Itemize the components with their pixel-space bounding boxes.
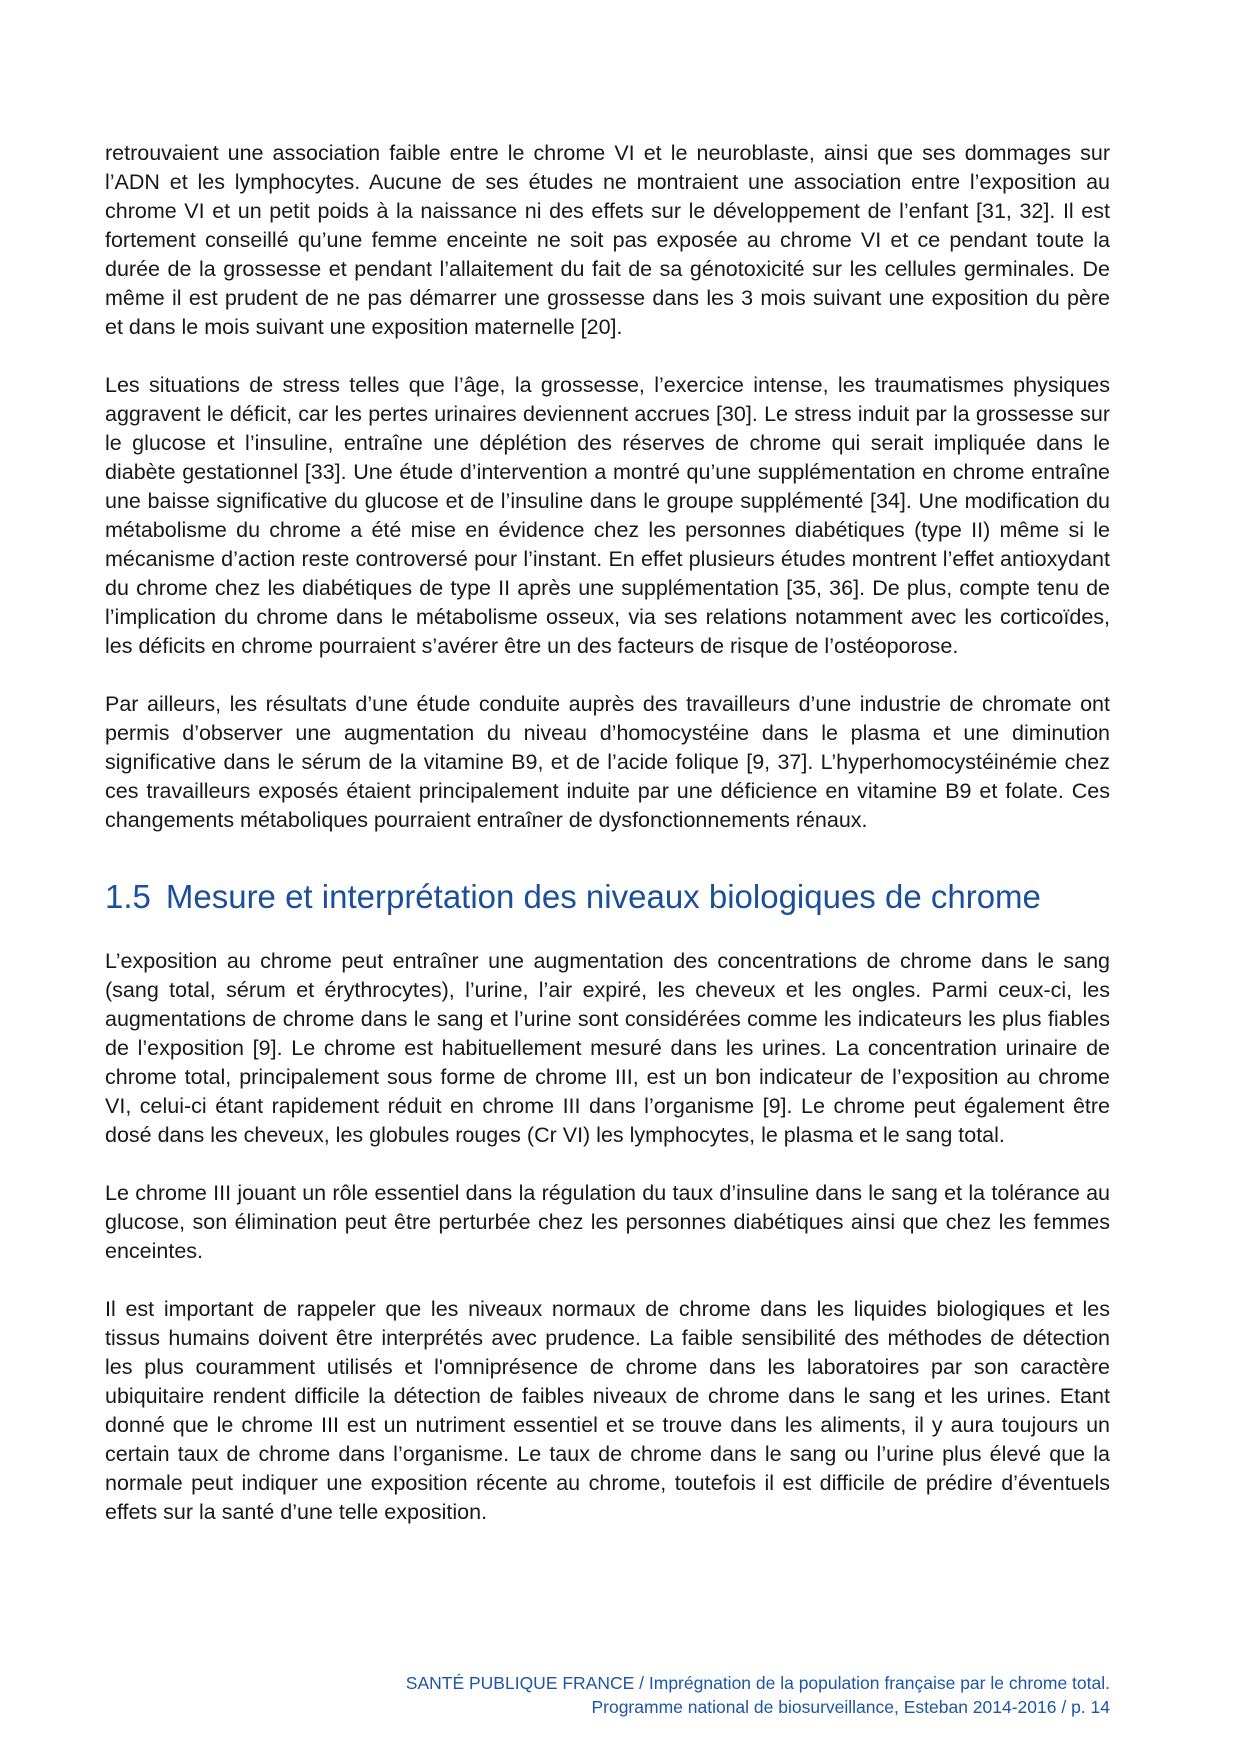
page-content <box>105 139 1110 1556</box>
paragraph-exposition-concentrations: L’exposition au chrome peut entraîner une augmentation des concentrations de chrome dans le sang (sang total, sérum et érythrocytes), l’urine, l’air expiré, les cheveux et les ongles. Parmi ceux-ci, les augmentations de chrome dans le sang et l’urine sont considérées comme les indicateurs les plus fiables de l’exposition [9]. Le chrome est habituellement mesuré dans les urines. La concentration urinaire de chrome total, principalement sous forme de chrome III, est un bon indicateur de l’exposition au chrome VI, celui-ci étant rapidement réduit en chrome III dans l’organisme [9]. Le chrome peut également être dosé dans les cheveux, les globules rouges (Cr VI) les lymphocytes, le plasma et le sang total. <box>105 949 1110 1147</box>
section-title: Mesure et interprétation des niveaux biologiques de chrome <box>165 878 1041 915</box>
paragraph-chrome-iii-insuline: Le chrome III jouant un rôle essentiel dans la régulation du taux d’insuline dans le sang et la tolérance au glucose, son élimination peut être perturbée chez les personnes diabétiques ainsi que chez les femmes enceintes. <box>105 1181 1110 1263</box>
footer-program-page-number: Programme national de biosurveillance, Esteban 2014-2016 / p. 14 <box>591 1697 1110 1717</box>
footer-report-title: SANTÉ PUBLIQUE FRANCE / Imprégnation de la population française par le chrome total. <box>405 1673 1110 1693</box>
paragraph-stress-deficit: Les situations de stress telles que l’âge, la grossesse, l’exercice intense, les traumatismes physiques aggravent le déficit, car les pertes urinaires deviennent accrues [30]. Le stress induit par la grossesse sur le glucose et l’insuline, entraîne une déplétion des réserves de chrome qui serait impliquée dans le diabète gestationnel [33]. Une étude d’intervention a montré qu’une supplémentation en chrome entraîne une baisse significative du glucose et de l’insuline dans le groupe supplémenté [34]. Une modification du métabolisme du chrome a été mise en évidence chez les personnes diabétiques (type II) même si le mécanisme d’action reste controversé pour l’instant. En effet plusieurs études montrent l’effet antioxydant du chrome chez les diabétiques de type II après une supplémentation [35, 36]. De plus, compte tenu de l’implication du chrome dans le métabolisme osseux, via ses relations notamment avec les corticoïdes, les déficits en chrome pourraient s’avérer être un des facteurs de risque de l’ostéoporose. <box>105 373 1110 658</box>
paragraph-chrome-vi-pregnancy: retrouvaient une association faible entre le chrome VI et le neuroblaste, ainsi que ses dommages sur l’ADN et les lymphocytes. Aucune de ses études ne montraient une association entre l’exposition au chrome VI et un petit poids à la naissance ni des effets sur le développement de l’enfant [31, 32]. Il est fortement conseillé qu’une femme enceinte ne soit pas exposée au chrome VI et ce pendant toute la durée de la grossesse et pendant l’allaitement du fait de sa génotoxicité sur les cellules germinales. De même il est prudent de ne pas démarrer une grossesse dans les 3 mois suivant une exposition du père et dans le mois suivant une exposition maternelle [20]. <box>105 141 1110 339</box>
paragraph-interpretation-prudence: Il est important de rappeler que les niveaux normaux de chrome dans les liquides biologiques et les tissus humains doivent être interprétés avec prudence. La faible sensibilité des méthodes de détection les plus couramment utilisés et l'omniprésence de chrome dans les laboratoires par son caractère ubiquitaire rendent difficile la détection de faibles niveaux de chrome dans le sang et les urines. Etant donné que le chrome III est un nutriment essentiel et se trouve dans les aliments, il y aura toujours un certain taux de chrome dans l’organisme. Le taux de chrome dans le sang ou l’urine plus élevé que la normale peut indiquer une exposition récente au chrome, toutefois il est difficile de prédire d’éventuels effets sur la santé d’une telle exposition. <box>105 1297 1110 1524</box>
section-heading <box>105 877 1110 917</box>
paragraph-chromate-workers: Par ailleurs, les résultats d’une étude conduite auprès des travailleurs d’une industrie de chromate ont permis d’observer une augmentation du niveau d’homocystéine dans le plasma et une diminution significative dans le sérum de la vitamine B9, et de l’acide folique [9, 37]. L’hyperhomocystéinémie chez ces travailleurs exposés étaient principalement induite par une déficience en vitamine B9 et folate. Ces changements métaboliques pourraient entraîner de dysfonctionnements rénaux. <box>105 692 1110 832</box>
page-footer <box>406 1671 1110 1719</box>
section-number: 1.5 <box>105 878 151 915</box>
